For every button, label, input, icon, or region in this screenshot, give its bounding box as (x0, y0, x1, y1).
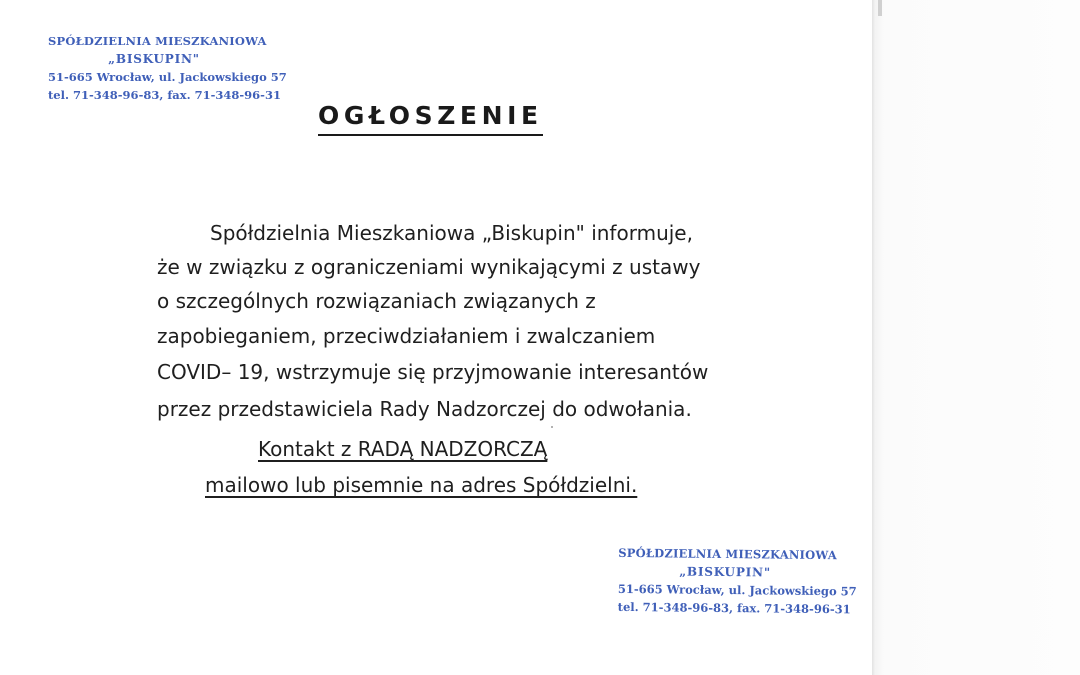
body-line: Spółdzielnia Mieszkaniowa „Biskupin" informuje, (210, 221, 693, 245)
cooperative-stamp-bottom (617, 544, 857, 618)
body-line: o szczególnych rozwiązaniach związanych z (157, 289, 596, 313)
body-line: zapobieganiem, przeciwdziałaniem i zwalczaniem (157, 324, 656, 348)
stamp-brand: „BISKUPIN" (679, 564, 771, 580)
scan-edge-mark (878, 0, 882, 16)
stamp-name: SPÓŁDZIELNIA MIESZKANIOWA (48, 34, 267, 48)
stamp-phone: tel. 71-348-96-83, fax. 71-348-96-31 (48, 88, 281, 102)
contact-line-heading: Kontakt z RADĄ NADZORCZĄ (258, 437, 548, 461)
body-line: COVID– 19, wstrzymuje się przyjmowanie interesantów (157, 360, 709, 384)
stamp-brand: „BISKUPIN" (108, 52, 200, 66)
body-line: przez przedstawiciela Rady Nadzorczej do odwołania. (157, 397, 692, 421)
cooperative-stamp-top (48, 32, 287, 104)
scan-margin-shadow (872, 0, 1080, 675)
document-title: OGŁOSZENIE (318, 100, 543, 136)
stamp-address: 51-665 Wrocław, ul. Jackowskiego 57 (48, 70, 287, 84)
stamp-name: SPÓŁDZIELNIA MIESZKANIOWA (618, 545, 837, 563)
body-line: że w związku z ograniczeniami wynikającymi z ustawy (157, 255, 701, 279)
scan-speck (551, 426, 553, 428)
stamp-phone: tel. 71-348-96-83, fax. 71-348-96-31 (617, 599, 851, 617)
contact-line-details: mailowo lub pisemnie na adres Spółdzielni. (205, 473, 638, 497)
stamp-address: 51-665 Wrocław, ul. Jackowskiego 57 (617, 581, 857, 599)
